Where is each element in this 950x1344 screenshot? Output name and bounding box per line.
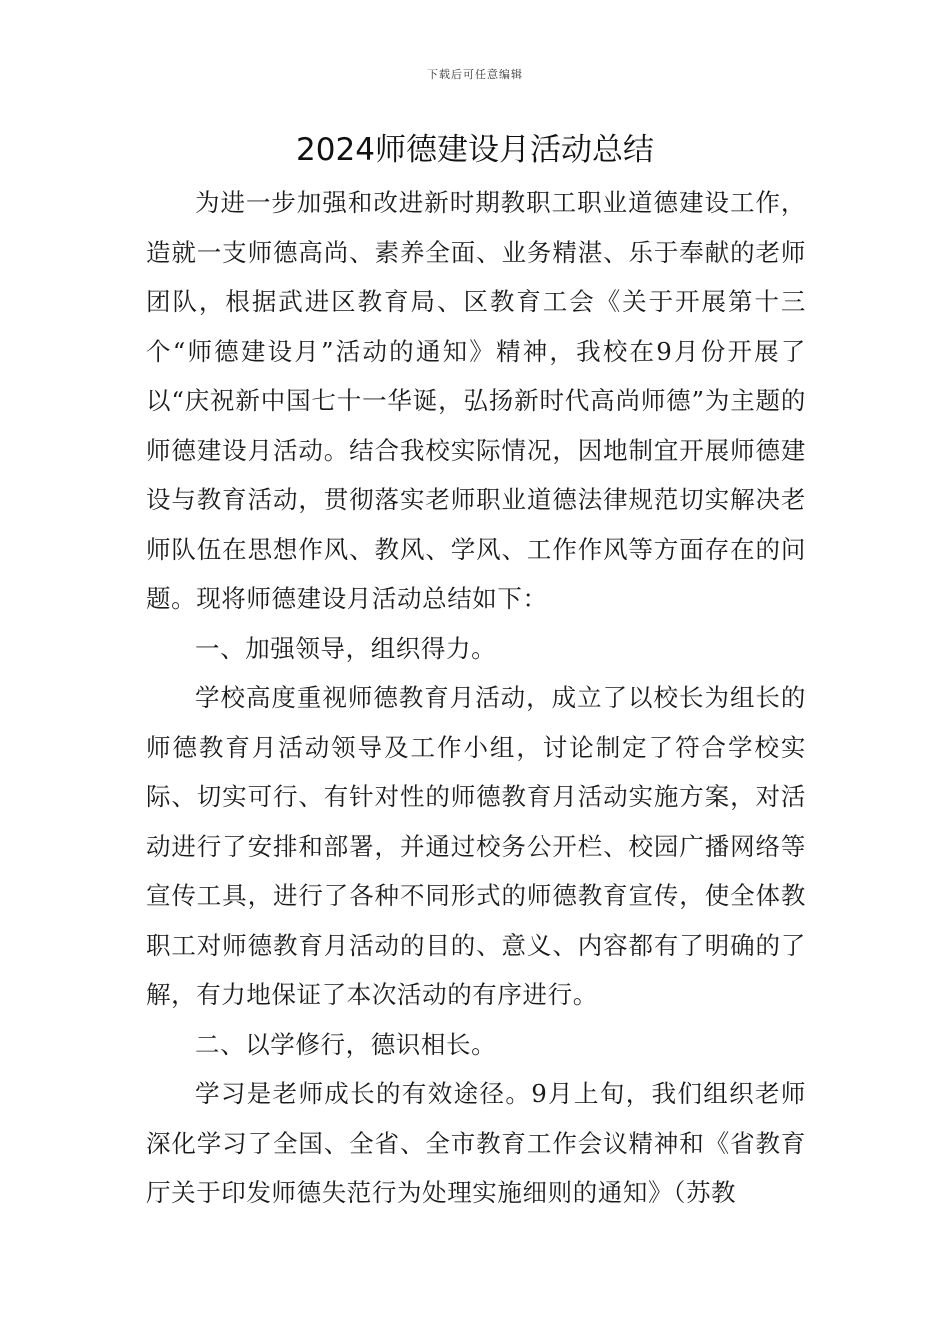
section-1-paragraph: 学校高度重视师德教育月活动，成立了以校长为组长的师德教育月活动领导及工作小组，讨论制定了符合学校实际、切实可行、有针对性的师德教育月活动实施方案，对活动进行了安排和部署，并通过校务公开栏、校园广播网络等宣传工具，进行了各种不同形式的师德教育宣传，使全体教职工对师德教育月活动的目的、意义、内容都有了明确的了解，有力地保证了本次活动的有序进行。: [146, 683, 806, 1009]
header-note: 下载后可任意编辑: [427, 68, 523, 81]
document-body: [146, 178, 806, 1218]
section-heading-2: 二、以学修行，德识相长。: [195, 1029, 497, 1059]
section-2-paragraph: 学习是老师成长的有效途径。9月上旬，我们组织老师深化学习了全国、全省、全市教育工作会议精神和《省教育厅关于印发师德失范行为处理实施细则的通知》（苏教: [146, 1079, 806, 1207]
document-title: 2024师德建设月活动总结: [296, 132, 654, 168]
section-heading-1: 一、加强领导，组织得力。: [195, 633, 497, 663]
intro-paragraph: 为进一步加强和改进新时期教职工职业道德建设工作，造就一支师德高尚、素养全面、业务精湛、乐于奉献的老师团队，根据武进区教育局、区教育工会《关于开展第十三个“师德建设月”活动的通知》精神，我校在9月份开展了以“庆祝新中国七十一华诞，弘扬新时代高尚师德”为主题的师德建设月活动。结合我校实际情况，因地制宜开展师德建设与教育活动，贯彻落实老师职业道德法律规范切实解决老师队伍在思想作风、教风、学风、工作作风等方面存在的问题。现将师德建设月活动总结如下：: [146, 188, 806, 613]
